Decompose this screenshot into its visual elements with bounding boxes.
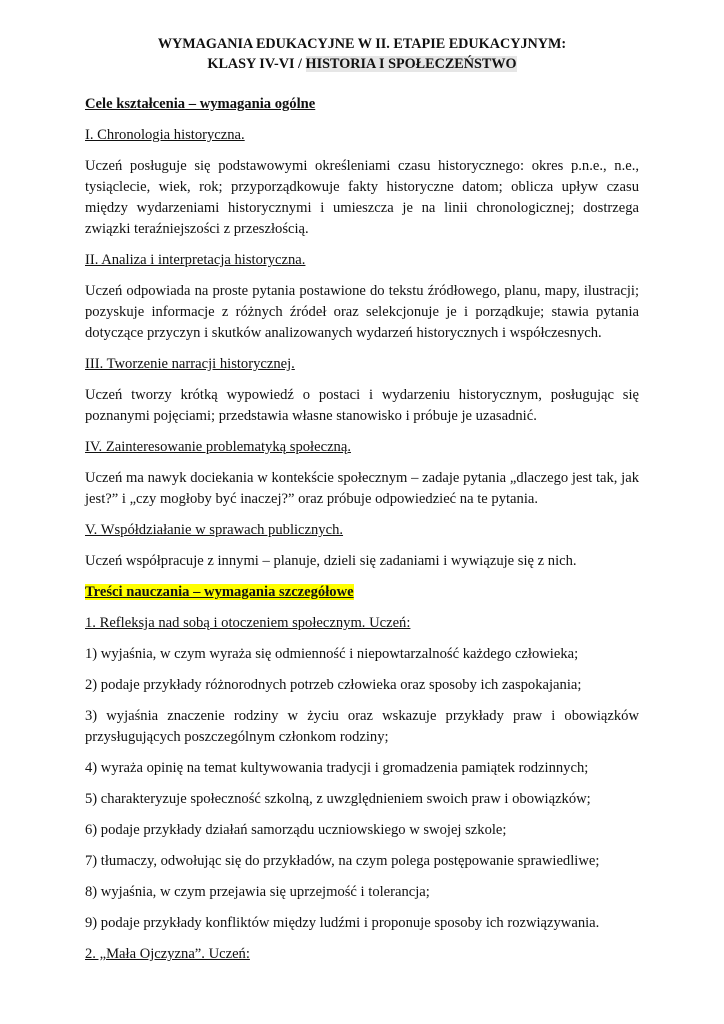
document-title <box>85 34 639 74</box>
detailed-requirements-heading-text: Treści nauczania – wymagania szczegółowe <box>85 584 354 600</box>
list-item: 5) charakteryzuje społeczność szkolną, z uwzględnieniem swoich praw i obowiązków; <box>85 791 591 807</box>
general-requirements-heading: Cele kształcenia – wymagania ogólne <box>85 96 316 112</box>
list-item: 7) tłumaczy, odwołując się do przykładów, na czym polega postępowanie sprawiedliwe; <box>85 853 600 869</box>
document-page <box>85 34 639 965</box>
list-item: 2) podaje przykłady różnorodnych potrzeb człowieka oraz sposoby ich zaspokajania; <box>85 677 582 693</box>
section-text-chronology: Uczeń posługuje się podstawowymi określeniami czasu historycznego: okres p.n.e., n.e., tysiąclecie, wiek, rok; przyporządkowuje fakty historyczne datom; oblicza upływ czasu między wydarzeniami historycznymi i umieszcza je na linii chronologicznej; dostrzega związki teraźniejszości z przeszłością. <box>85 158 639 237</box>
list-item: 6) podaje przykłady działań samorządu uczniowskiego w swojej szkole; <box>85 822 507 838</box>
subsection-heading-reflection: 1. Refleksja nad sobą i otoczeniem społecznym. Uczeń: <box>85 615 411 631</box>
title-line-1: WYMAGANIA EDUKACYJNE W II. ETAPIE EDUKACYJNYM: <box>157 36 567 52</box>
section-heading-social-interest: IV. Zainteresowanie problematyką społeczną. <box>85 439 351 455</box>
section-heading-narration: III. Tworzenie narracji historycznej. <box>85 356 295 372</box>
section-heading-chronology: I. Chronologia historyczna. <box>85 127 245 143</box>
list-item: 9) podaje przykłady konfliktów między ludźmi i proponuje sposoby ich rozwiązywania. <box>85 915 600 931</box>
section-heading-analysis: II. Analiza i interpretacja historyczna. <box>85 252 306 268</box>
title-line-2-highlight: HISTORIA I SPOŁECZEŃSTWO <box>305 56 517 72</box>
section-text-narration: Uczeń tworzy krótką wypowiedź o postaci i wydarzeniu historycznym, posługując się poznanymi pojęciami; przedstawia własne stanowisko i próbuje je uzasadnić. <box>85 387 639 424</box>
subsection-heading-small-homeland: 2. „Mała Ojczyzna”. Uczeń: <box>85 946 250 962</box>
section-text-cooperation: Uczeń współpracuje z innymi – planuje, dzieli się zadaniami i wywiązuje się z nich. <box>85 553 577 569</box>
detailed-requirements-heading <box>85 582 639 603</box>
list-item: 1) wyjaśnia, w czym wyraża się odmienność i niepowtarzalność każdego człowieka; <box>85 646 579 662</box>
section-heading-cooperation: V. Współdziałanie w sprawach publicznych. <box>85 522 344 538</box>
list-item: 4) wyraża opinię na temat kultywowania tradycji i gromadzenia pamiątek rodzinnych; <box>85 760 589 776</box>
list-item: 8) wyjaśnia, w czym przejawia się uprzejmość i tolerancja; <box>85 884 430 900</box>
title-line-2-prefix: KLASY IV-VI / <box>207 56 306 72</box>
section-text-analysis: Uczeń odpowiada na proste pytania postawione do tekstu źródłowego, planu, mapy, ilustracji; pozyskuje informacje z różnych źródeł oraz selekcjonuje je i porządkuje; stawia pytania dotyczące przyczyn i skutków analizowanych wydarzeń historycznych i współczesnych. <box>85 283 639 341</box>
list-item: 3) wyjaśnia znaczenie rodziny w życiu oraz wskazuje przykłady praw i obowiązków przysługujących poszczególnym członkom rodziny; <box>85 708 639 745</box>
section-text-social-interest: Uczeń ma nawyk dociekania w kontekście społecznym – zadaje pytania „dlaczego jest tak, jak jest?” i „czy mogłoby być inaczej?” oraz próbuje odpowiedzieć na te pytania. <box>85 470 639 507</box>
